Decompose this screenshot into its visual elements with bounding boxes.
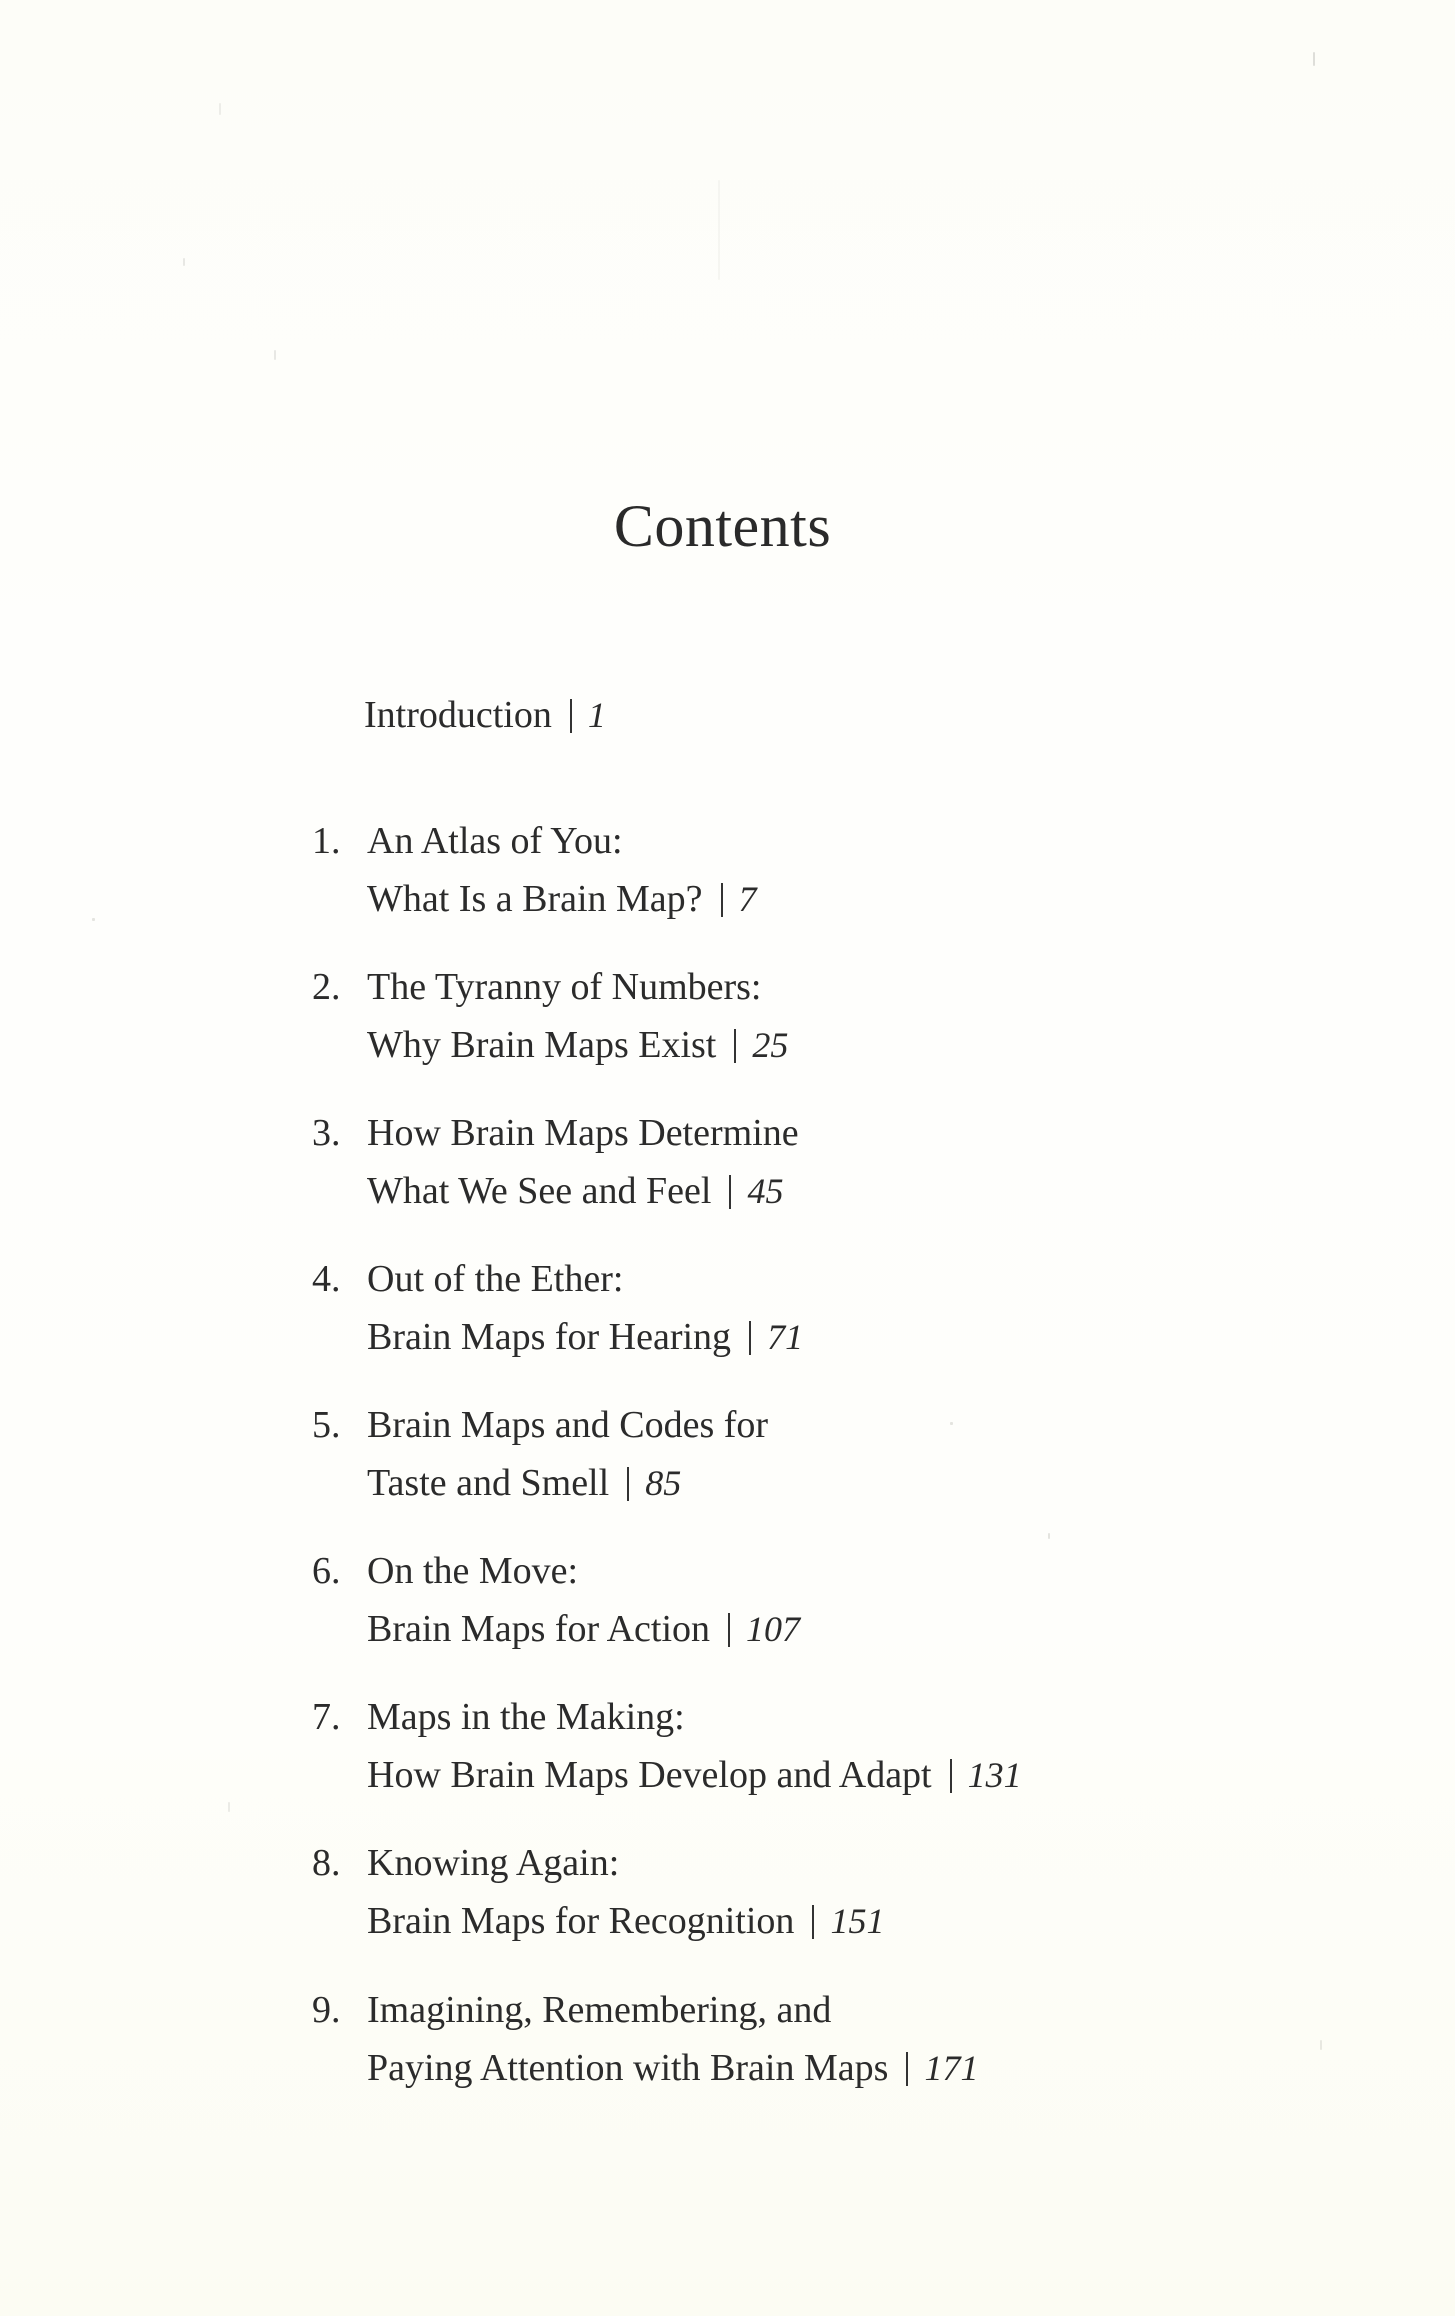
page-title: Contents: [613, 493, 832, 559]
chapter-title-line-1: How Brain Maps Determine: [367, 1112, 799, 1154]
chapter-number: 5.: [312, 1404, 341, 1446]
separator-bar: [721, 883, 723, 917]
toc-page-number: 85: [645, 1463, 682, 1503]
chapter-number: 6.: [312, 1550, 341, 1592]
chapter-title-line-1: The Tyranny of Numbers:: [367, 966, 762, 1008]
chapter-title-line-2: Brain Maps for Action: [367, 1608, 711, 1650]
chapter-title-line-2: What Is a Brain Map?: [367, 878, 703, 920]
chapter-title-line-2: What We See and Feel: [367, 1170, 712, 1212]
chapter-title-line-2: Taste and Smell: [367, 1462, 610, 1504]
separator-bar: [729, 1175, 731, 1209]
chapter-title-line-1: Knowing Again:: [367, 1842, 620, 1884]
chapter-number: 7.: [312, 1696, 341, 1738]
chapter-title-line-1: Brain Maps and Codes for: [367, 1404, 769, 1446]
chapter-number: 2.: [312, 966, 341, 1008]
chapter-title-line-2: Paying Attention with Brain Maps: [367, 2047, 889, 2089]
separator-bar: [812, 1905, 814, 1939]
separator-bar: [950, 1759, 952, 1793]
toc-page-number: 45: [747, 1171, 784, 1211]
toc-page-number: 25: [752, 1025, 789, 1065]
separator-bar: [906, 2052, 908, 2086]
chapter-title-line-1: Imagining, Remembering, and: [367, 1989, 832, 2031]
toc-entry-label: Introduction: [364, 694, 552, 736]
toc-page-number: 131: [967, 1755, 1022, 1795]
chapter-number: 9.: [312, 1989, 341, 2031]
chapter-title-line-2: How Brain Maps Develop and Adapt: [367, 1754, 932, 1796]
chapter-number: 1.: [312, 820, 341, 862]
separator-bar: [728, 1613, 730, 1647]
chapter-number: 3.: [312, 1112, 341, 1154]
chapter-number: 8.: [312, 1842, 341, 1884]
chapter-title-line-2: Brain Maps for Recognition: [367, 1900, 795, 1942]
toc-page-number: 151: [830, 1901, 885, 1941]
chapter-title-line-2: Brain Maps for Hearing: [367, 1316, 732, 1358]
chapter-title-line-1: An Atlas of You:: [367, 820, 623, 862]
chapter-title-line-1: On the Move:: [367, 1550, 579, 1592]
chapter-title-line-1: Out of the Ether:: [367, 1258, 624, 1300]
toc-page-number: 71: [767, 1317, 804, 1357]
chapter-title-line-1: Maps in the Making:: [367, 1696, 685, 1738]
toc-page-number: 171: [924, 2048, 979, 2088]
toc-page-number: 1: [587, 695, 606, 735]
chapter-title-line-2: Why Brain Maps Exist: [367, 1024, 717, 1066]
separator-bar: [627, 1467, 629, 1501]
chapter-number: 4.: [312, 1258, 341, 1300]
toc-page-number: 7: [738, 879, 757, 919]
toc-page-number: 107: [746, 1609, 801, 1649]
separator-bar: [749, 1321, 751, 1355]
separator-bar: [734, 1029, 736, 1063]
